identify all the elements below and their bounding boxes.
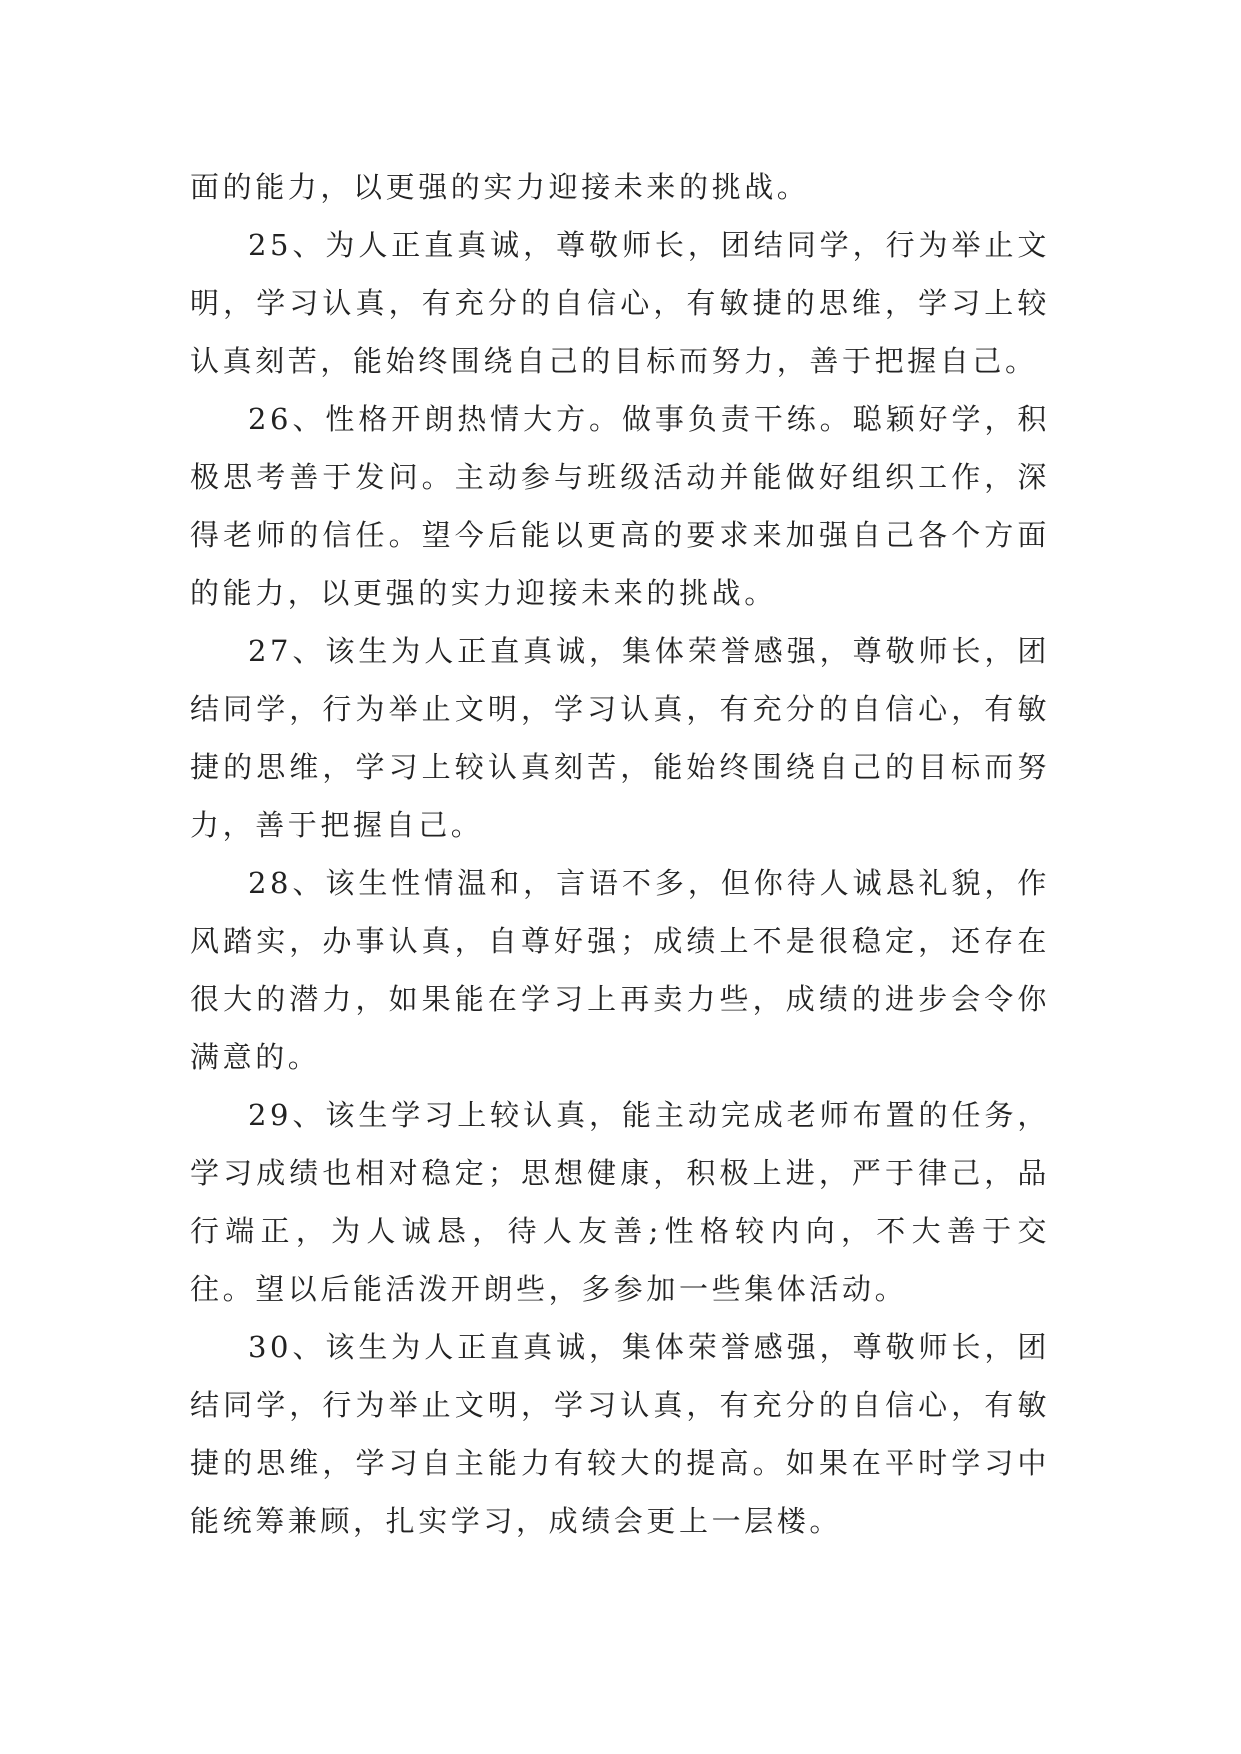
- paragraph-30: 30、该生为人正直真诚，集体荣誉感强，尊敬师长，团结同学，行为举止文明，学习认真，有充分的自信心，有敏捷的思维，学习自主能力有较大的提高。如果在平时学习中能统筹兼顾，扎实学习，成绩会更上一层楼。: [190, 1330, 1050, 1538]
- paragraph-continued: 面的能力，以更强的实力迎接未来的挑战。: [190, 170, 810, 204]
- document-body: [190, 158, 1050, 1550]
- paragraph-25: 25、为人正直真诚，尊敬师长，团结同学，行为举止文明，学习认真，有充分的自信心，有敏捷的思维，学习上较认真刻苦，能始终围绕自己的目标而努力，善于把握自己。: [190, 228, 1050, 378]
- paragraph-29: 29、该生学习上较认真，能主动完成老师布置的任务，学习成绩也相对稳定；思想健康，积极上进，严于律己，品行端正，为人诚恳，待人友善;性格较内向，不大善于交往。望以后能活泼开朗些，多参加一些集体活动。: [190, 1098, 1050, 1306]
- paragraph-26: 26、性格开朗热情大方。做事负责干练。聪颖好学，积极思考善于发问。主动参与班级活动并能做好组织工作，深得老师的信任。望今后能以更高的要求来加强自己各个方面的能力，以更强的实力迎接未来的挑战。: [190, 402, 1050, 610]
- paragraph-28: 28、该生性情温和，言语不多，但你待人诚恳礼貌，作风踏实，办事认真，自尊好强；成绩上不是很稳定，还存在很大的潜力，如果能在学习上再卖力些，成绩的进步会令你满意的。: [190, 866, 1050, 1074]
- paragraph-27: 27、该生为人正直真诚，集体荣誉感强，尊敬师长，团结同学，行为举止文明，学习认真，有充分的自信心，有敏捷的思维，学习上较认真刻苦，能始终围绕自己的目标而努力，善于把握自己。: [190, 634, 1050, 842]
